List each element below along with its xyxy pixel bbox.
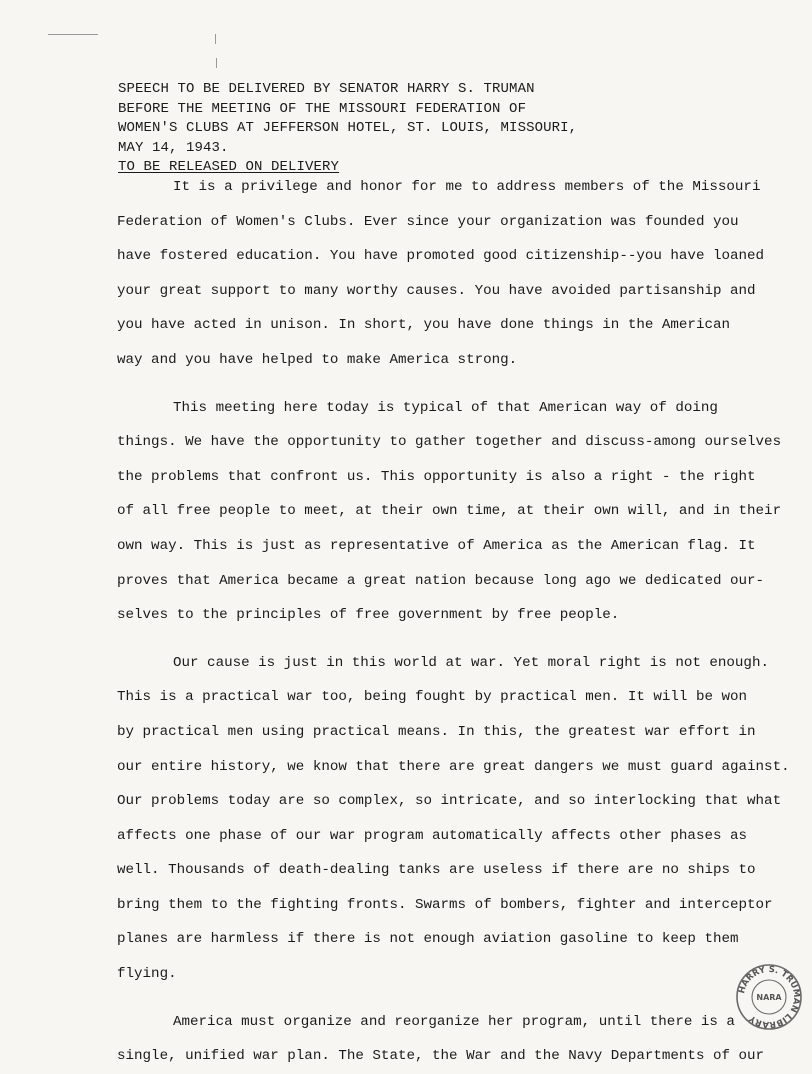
header-line: WOMEN'S CLUBS AT JEFFERSON HOTEL, ST. LOUIS, MISSOURI, — [118, 120, 578, 136]
text-line: by practical men using practical means. In this, the greatest war effort in — [117, 723, 756, 740]
text-line: This meeting here today is typical of that American way of doing — [173, 399, 718, 416]
text-line: way and you have helped to make America strong. — [117, 351, 518, 368]
scan-mark — [215, 34, 216, 44]
paragraph — [117, 391, 782, 633]
text-line: you have acted in unison. In short, you have done things in the American — [117, 317, 730, 334]
text-line: your great support to many worthy causes. You have avoided partisanship and — [117, 282, 756, 299]
scan-mark — [216, 58, 217, 68]
text-line: planes are harmless if there is not enough aviation gasoline to keep them — [117, 931, 739, 948]
text-line: selves to the principles of free government by free people. — [117, 607, 620, 624]
text-line: Our problems today are so complex, so intricate, and so interlocking that what — [117, 793, 782, 810]
text-line: things. We have the opportunity to gather together and discuss-among ourselves — [117, 434, 782, 451]
release-note: TO BE RELEASED ON DELIVERY — [118, 159, 340, 175]
header-line: SPEECH TO BE DELIVERED BY SENATOR HARRY S. TRUMAN — [118, 81, 535, 97]
text-line: America must organize and reorganize her program, until there is a — [173, 1013, 735, 1030]
paragraph — [117, 646, 790, 992]
library-stamp — [734, 962, 804, 1032]
text-line: Our cause is just in this world at war. Yet moral right is not enough. — [173, 654, 769, 671]
text-line: have fostered education. You have promoted good citizenship--you have loaned — [117, 248, 765, 265]
svg-text:NARA: NARA — [756, 993, 782, 1002]
stamp-seal-icon — [734, 962, 804, 1032]
header-line: BEFORE THE MEETING OF THE MISSOURI FEDERATION OF — [118, 100, 527, 117]
paragraph — [117, 170, 767, 378]
text-line: This is a practical war too, being fought by practical men. It will be won — [117, 689, 748, 706]
text-line: the problems that confront us. This opportunity is also a right - the right — [117, 468, 756, 485]
text-line: of all free people to meet, at their own time, at their own will, and in their — [117, 503, 782, 520]
text-line: proves that America became a great nation because long ago we dedicated our- — [117, 572, 765, 589]
header-line: MAY 14, 1943. — [118, 139, 229, 156]
text-line: our entire history, we know that there are great dangers we must guard against. — [117, 758, 790, 775]
text-line: single, unified war plan. The State, the War and the Navy Departments of our — [117, 1048, 765, 1065]
speech-header — [118, 80, 618, 178]
paragraph — [117, 1005, 767, 1074]
svg-text:HARRY S. TRUMAN LIBRARY: HARRY S. TRUMAN LIBRARY — [737, 964, 802, 1030]
text-line: bring them to the fighting fronts. Swarms of bombers, fighter and interceptor — [117, 896, 773, 913]
text-line: well. Thousands of death-dealing tanks are useless if there are no ships to — [117, 862, 756, 879]
text-line: flying. — [117, 966, 177, 983]
text-line: affects one phase of our war program automatically affects other phases as — [117, 827, 748, 844]
text-line: own way. This is just as representative of America as the American flag. It — [117, 537, 756, 554]
scan-mark — [48, 34, 98, 35]
text-line: It is a privilege and honor for me to address members of the Missouri — [173, 179, 761, 195]
text-line: Federation of Women's Clubs. Ever since your organization was founded you — [117, 213, 739, 230]
